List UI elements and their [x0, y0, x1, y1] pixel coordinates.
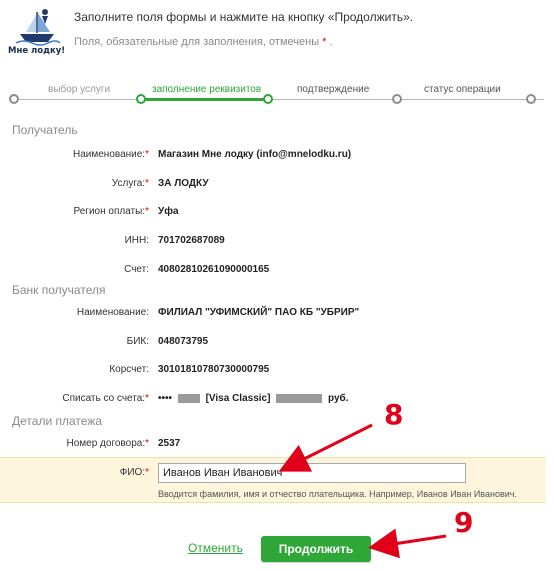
masked-balance — [276, 394, 322, 403]
merchant-logo — [8, 6, 66, 58]
fio-hint: Вводится фамилия, имя и отчество плательщика. Например, Иванов Иван Иванович. — [158, 489, 517, 499]
progress-steps — [0, 82, 554, 110]
cancel-link[interactable]: Отменить — [188, 541, 243, 555]
required-note-text: Поля, обязательные для заполнения, отмечены — [74, 36, 320, 48]
field-inn — [0, 235, 554, 253]
step-label-select-service: выбор услуги — [48, 84, 111, 95]
progress-active-segment — [140, 98, 267, 101]
field-label: ИНН: — [124, 235, 149, 246]
required-dot: . — [329, 36, 333, 48]
field-bik — [0, 336, 554, 354]
step-label-fill-details: заполнение реквизитов — [152, 84, 262, 95]
section-title-bank: Банк получателя — [12, 283, 106, 297]
field-value: 40802810261090000165 — [158, 264, 270, 275]
field-value: 701702687089 — [158, 235, 225, 246]
progress-track — [14, 99, 544, 100]
fio-input[interactable] — [158, 463, 466, 483]
boat-icon — [14, 6, 60, 46]
field-label: Номер договора:* — [66, 438, 149, 449]
field-value: 048073795 — [158, 336, 209, 347]
logo-text: Мне лодку! — [8, 46, 66, 56]
field-account — [0, 264, 554, 282]
arrow-to-continue — [374, 536, 446, 547]
section-title-recipient: Получатель — [12, 123, 78, 137]
step-dot-1 — [9, 94, 19, 104]
debit-account-select[interactable]: •••• [Visa Classic] руб. — [158, 393, 349, 404]
field-value: ФИЛИАЛ "УФИМСКИЙ" ПАО КБ "УБРИР" — [158, 307, 360, 318]
step-label-confirmation: подтверждение — [297, 84, 370, 95]
step-dot-4 — [392, 94, 402, 104]
field-value: 2537 — [158, 438, 181, 449]
field-region — [0, 206, 554, 224]
step-dot-3 — [263, 94, 273, 104]
field-contract-number — [0, 438, 554, 456]
field-service — [0, 178, 554, 196]
required-star: * — [322, 36, 327, 48]
field-label: Регион оплаты:* — [73, 206, 149, 217]
field-label: БИК: — [126, 336, 149, 347]
step-label-operation-status: статус операции — [424, 84, 501, 95]
section-title-payment-details: Детали платежа — [12, 414, 102, 428]
field-bank-name — [0, 307, 554, 325]
field-value: 30101810780730000795 — [158, 364, 270, 375]
field-recipient-name — [0, 149, 554, 167]
field-value: Уфа — [158, 206, 179, 217]
annotation-marker-9: 9 — [454, 506, 474, 539]
step-dot-2 — [136, 94, 146, 104]
field-label: Наименование:* — [72, 149, 149, 160]
field-label: Услуга:* — [111, 178, 149, 189]
field-debit-account — [0, 393, 554, 411]
field-corr-account — [0, 364, 554, 382]
field-label: Корсчет: — [109, 364, 149, 375]
step-dot-5 — [526, 94, 536, 104]
required-note — [74, 36, 333, 48]
field-value: ЗА ЛОДКУ — [158, 178, 209, 189]
field-label: Счет: — [124, 264, 149, 275]
field-value: Магазин Мне лодку (info@mnelodku.ru) — [158, 149, 352, 160]
intro-text: Заполните поля формы и нажмите на кнопку «Продолжить». — [74, 10, 414, 24]
annotation-marker-8: 8 — [384, 398, 404, 431]
continue-button[interactable]: Продолжить — [261, 536, 371, 562]
field-label: ФИО:* — [119, 467, 149, 478]
masked-card-digits — [178, 394, 200, 403]
field-label: Наименование: — [76, 307, 149, 318]
field-label: Списать со счета:* — [62, 393, 149, 404]
